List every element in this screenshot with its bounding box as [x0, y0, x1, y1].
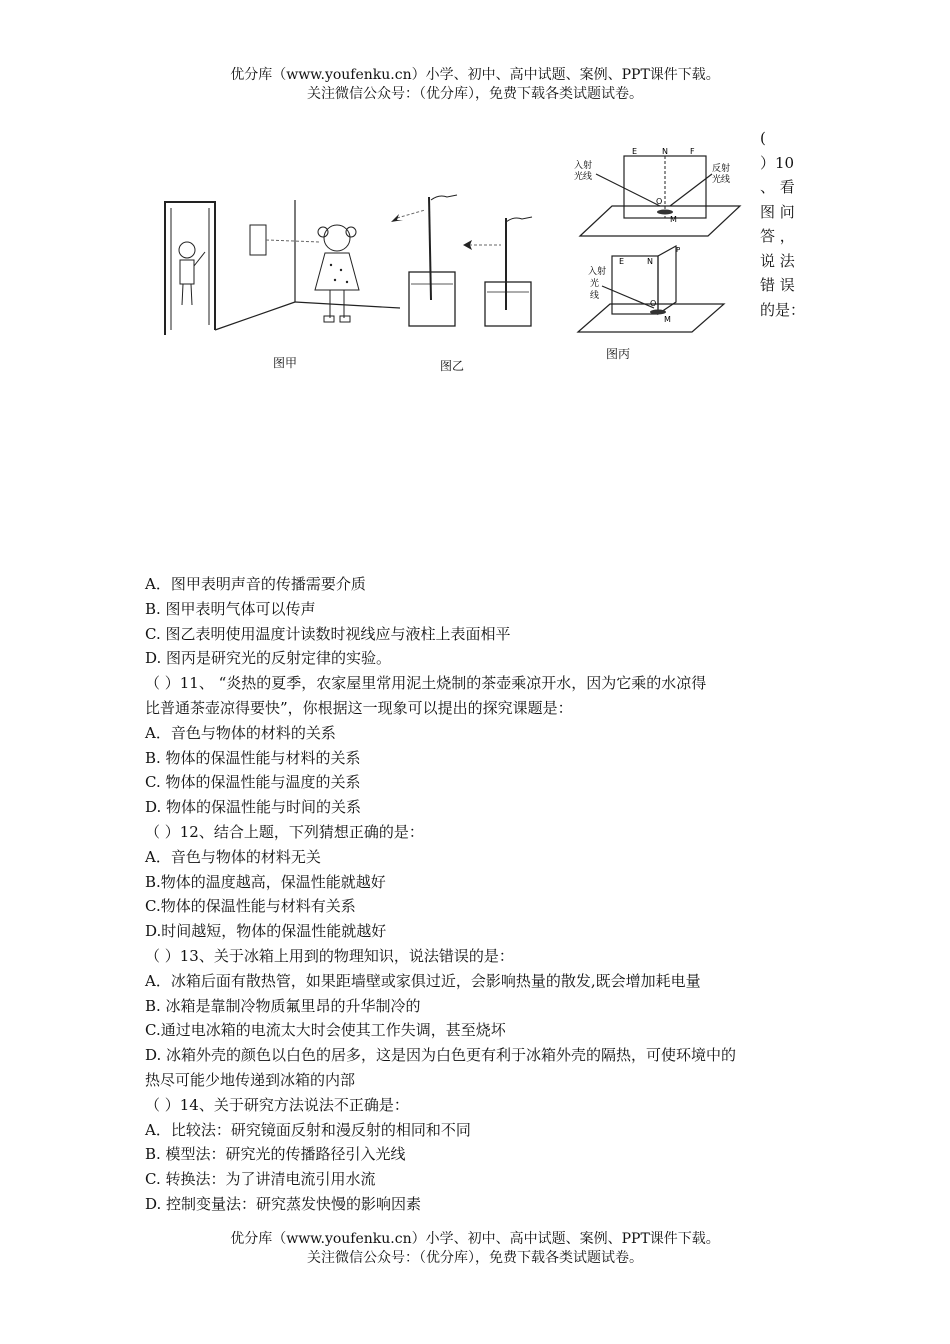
q14-option-b: B. 模型法：研究光的传播路径引入光线 [145, 1145, 406, 1164]
q12-stem: （ ）12、结合上题，下列猜想正确的是： [145, 822, 424, 841]
q12-option-d: D.时间越短，物体的保温性能就越好 [145, 922, 387, 941]
page-footer [0, 1230, 950, 1268]
question-body [145, 572, 807, 1217]
q10-line: 错 误 [760, 276, 795, 294]
q10-line: 答 ， [760, 227, 795, 245]
q13-option-d: D. 冰箱外壳的颜色以白色的居多，这是因为白色更有利于冰箱外壳的隔热，可使环境中的 [145, 1046, 737, 1065]
q10-line: ( [760, 129, 766, 147]
q13-option-c: C.通过电冰箱的电流太大时会使其工作失调，甚至烧坏 [145, 1021, 506, 1040]
label-o: O [656, 197, 663, 206]
q14-option-a: A．比较法：研究镜面反射和漫反射的相同和不同 [145, 1120, 471, 1139]
figures-area [150, 120, 810, 380]
question-10-stem [760, 126, 808, 322]
q11-stem-cont: 比普通茶壶凉得要快”，你根据这一现象可以提出的探究课题是： [145, 698, 573, 717]
q14-stem: （ ）14、关于研究方法说法不正确是： [145, 1095, 409, 1114]
figure-jia [155, 190, 405, 340]
footer-line-2: 关注微信公众号：（优分库），免费下载各类试题试卷。 [307, 1250, 643, 1266]
q10-line: ）10 [760, 153, 795, 172]
q11-option-b: B. 物体的保温性能与材料的关系 [145, 748, 361, 767]
header-line-1: 优分库（www.youfenku.cn）小学、初中、高中试题、案例、PPT课件下载。 [230, 67, 720, 83]
figure-yi [385, 182, 560, 337]
q11-stem: （ ）11、 “炎热的夏季，农家屋里常用泥土烧制的茶壶乘凉开水，因为它乘的水凉得 [145, 674, 707, 693]
label-o: O [650, 299, 657, 308]
label-reflected-1: 反射 [712, 164, 731, 174]
q13-stem: （ ）13、关于冰箱上用到的物理知识，说法错误的是： [145, 946, 514, 965]
label-incident-1: 入射 [574, 161, 593, 171]
figure-jia-label: 图甲 [273, 356, 298, 370]
q13-option-b: B. 冰箱是靠制冷物质氟里昂的升华制冷的 [145, 996, 421, 1015]
q10-option-a: A．图甲表明声音的传播需要介质 [145, 575, 366, 593]
q11-option-c: C. 物体的保温性能与温度的关系 [145, 773, 361, 792]
page-header [0, 66, 950, 104]
q12-option-b: B.物体的温度越高，保温性能就越好 [145, 872, 386, 891]
label-p: P [676, 246, 681, 254]
q11-option-a: A．音色与物体的材料的关系 [145, 723, 336, 742]
q10-option-d: D. 图丙是研究光的反射定律的实验。 [145, 649, 392, 668]
label-reflected-2: 光线 [712, 175, 731, 185]
q12-option-a: A．音色与物体的材料无关 [145, 847, 321, 866]
label-incident-2: 光线 [574, 172, 593, 182]
label-e: E [632, 147, 638, 156]
q11-option-d: D. 物体的保温性能与时间的关系 [145, 798, 362, 817]
label-n: N [647, 257, 653, 266]
q14-option-c: C. 转换法：为了讲清电流引用水流 [145, 1170, 376, 1189]
label-f: F [690, 147, 695, 156]
figure-yi-label: 图乙 [440, 359, 465, 373]
label-m: M [670, 215, 677, 224]
q14-option-d: D. 控制变量法：研究蒸发快慢的影响因素 [145, 1194, 422, 1213]
label-incident-1: 入射 [588, 267, 607, 277]
label-incident-3: 线 [590, 291, 600, 301]
q10-line: 的是： [760, 300, 806, 319]
q10-option-b: B. 图甲表明气体可以传声 [145, 599, 316, 618]
label-incident-2: 光 [590, 279, 600, 289]
q13-option-a: A．冰箱后面有散热管，如果距墙壁或家俱过近，会影响热量的散发,既会增加耗电量 [145, 971, 701, 990]
footer-line-1: 优分库（www.youfenku.cn）小学、初中、高中试题、案例、PPT课件下载。 [230, 1231, 720, 1247]
header-line-2: 关注微信公众号：（优分库），免费下载各类试题试卷。 [307, 86, 643, 102]
q12-option-c: C.物体的保温性能与材料有关系 [145, 897, 356, 916]
q10-line: 、 看 [760, 178, 795, 196]
label-m: M [664, 315, 671, 324]
label-n: N [662, 147, 668, 156]
figure-bing-bottom [572, 244, 747, 339]
figure-bing-label: 图丙 [606, 347, 631, 361]
q13-option-d-cont: 热尽可能少地传递到冰箱的内部 [145, 1070, 356, 1089]
q10-option-c: C. 图乙表明使用温度计读数时视线应与液柱上表面相平 [145, 624, 511, 643]
label-e: E [619, 257, 625, 266]
figure-bing-top [572, 146, 747, 246]
q10-line: 图 问 [760, 202, 795, 221]
q10-line: 说 法 [760, 251, 795, 270]
